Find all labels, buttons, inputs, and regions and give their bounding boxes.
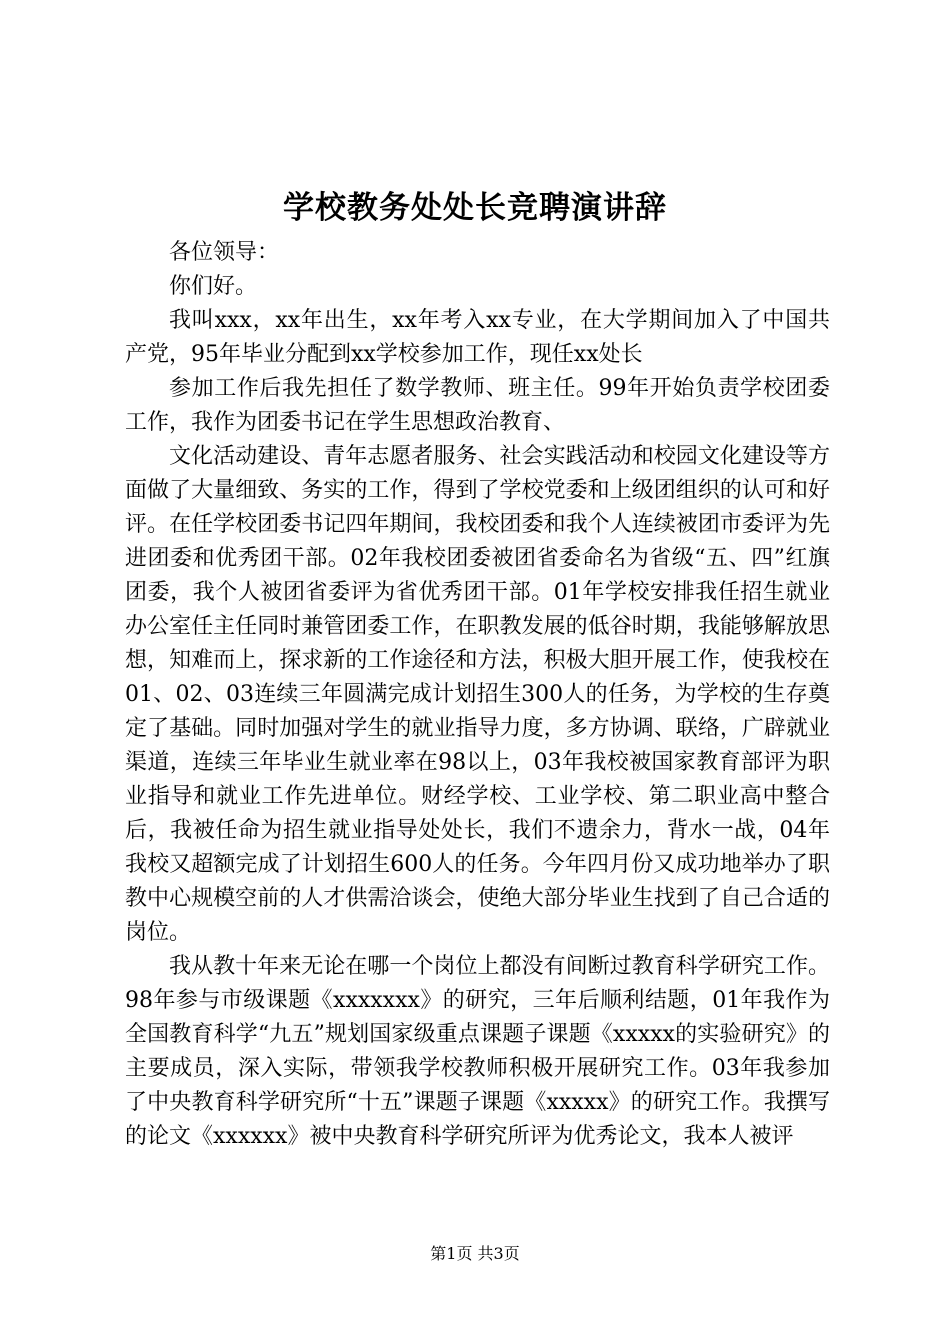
paragraph-greeting: 各位领导： [169,240,280,265]
paragraph-early-work: 参加工作后我先担任了数学教师、班主任。99年开始负责学校团委工作，我作为团委书记在学生思想政治教育、 [125,376,830,435]
document-body [125,236,830,1154]
paragraph-introduction: 我叫xxx，xx年出生，xx年考入xx专业，在大学期间加入了中国共产党，95年毕业分配到xx学校参加工作，现任xx处长 [125,308,830,367]
paragraph-hello: 你们好。 [169,274,258,299]
page-number-footer: 第1页 共3页 [430,1244,520,1263]
paragraph-research: 我从教十年来无论在哪一个岗位上都没有间断过教育科学研究工作。98年参与市级课题《xxxxxxx》的研究，三年后顺利结题，01年我作为全国教育科学“九五”规划国家级重点课题子课题《xxxxx的实验研究》的主要成员，深入实际，带领我学校教师积极开展研究工作。03年我参加了中央教育科学研究所“十五”课题子课题《xxxxx》的研究工作。我撰写的论文《xxxxxx》被中央教育科学研究所评为优秀论文，我本人被评 [125,954,830,1149]
paragraph-achievements: 文化活动建设、青年志愿者服务、社会实践活动和校园文化建设等方面做了大量细致、务实的工作，得到了学校党委和上级团组织的认可和好评。在任学校团委书记四年期间，我校团委和我个人连续被团市委评为先进团委和优秀团干部。02年我校团委被团省委命名为省级“五、四”红旗团委，我个人被团省委评为省优秀团干部。01年学校安排我任招生就业办公室任主任同时兼管团委工作，在职教发展的低谷时期，我能够解放思想，知难而上，探求新的工作途径和方法，积极大胆开展工作，使我校在01、02、03连续三年圆满完成计划招生300人的任务，为学校的生存奠定了基础。同时加强对学生的就业指导力度，多方协调、联络，广辟就业渠道，连续三年毕业生就业率在98以上，03年我校被国家教育部评为职业指导和就业工作先进单位。财经学校、工业学校、第二职业高中整合后，我被任命为招生就业指导处处长，我们不遗余力，背水一战，04年我校又超额完成了计划招生600人的任务。今年四月份又成功地举办了职教中心规模空前的人才供需洽谈会，使绝大部分毕业生找到了自己合适的岗位。 [125,444,830,945]
document-title: 学校教务处处长竞聘演讲辞 [283,190,667,226]
